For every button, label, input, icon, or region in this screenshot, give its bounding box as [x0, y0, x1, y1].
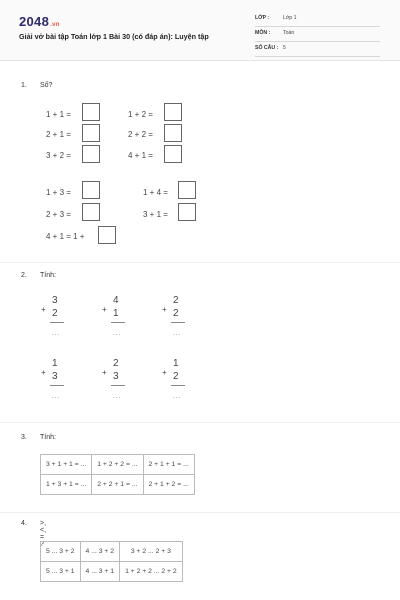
answer-box[interactable]: [82, 124, 100, 142]
meta-label: SỐ CÂU :: [255, 45, 279, 51]
question-number: 4.: [21, 520, 27, 527]
question-title: Số?: [40, 82, 53, 89]
table-cell[interactable]: 4 ... 3 + 2: [80, 542, 120, 562]
plus-sign: +: [162, 368, 167, 377]
sum-line: [171, 322, 185, 323]
table-cell[interactable]: 2 + 1 + 2 = ...: [143, 475, 194, 495]
table-cell[interactable]: 2 + 1 + 1 = ...: [143, 455, 194, 475]
section-divider: [0, 262, 400, 263]
expression: 2 + 3 =: [46, 210, 71, 219]
question-title: Tính:: [40, 272, 56, 279]
addend: 3: [52, 295, 58, 306]
question-number: 2.: [21, 272, 27, 279]
table-cell[interactable]: 3 + 1 + 1 = ...: [41, 455, 92, 475]
plus-sign: +: [102, 305, 107, 314]
expression: 1 + 3 =: [46, 188, 71, 197]
answer-blank[interactable]: ...: [52, 394, 61, 400]
table-row: [41, 542, 183, 562]
expression: 4 + 1 = 1 +: [46, 232, 85, 241]
table-cell[interactable]: 4 ... 3 + 1: [80, 562, 120, 582]
meta-label: LỚP :: [255, 15, 270, 21]
table-cell[interactable]: 5 ... 3 + 2: [41, 542, 81, 562]
addend: 3: [52, 371, 58, 382]
question-title: >, <, = ?: [40, 520, 47, 548]
answer-box[interactable]: [98, 226, 116, 244]
addend: 1: [113, 308, 119, 319]
answer-box[interactable]: [82, 145, 100, 163]
answer-box[interactable]: [178, 203, 196, 221]
table-cell[interactable]: 1 + 2 + 2 ... 2 + 2: [120, 562, 183, 582]
question-title: Tính:: [40, 434, 56, 441]
plus-sign: +: [162, 305, 167, 314]
answer-box[interactable]: [82, 181, 100, 199]
expression: 2 + 2 =: [128, 130, 153, 139]
section-divider: [0, 512, 400, 513]
plus-sign: +: [41, 368, 46, 377]
meta-value: 5: [283, 45, 286, 51]
answer-box[interactable]: [164, 103, 182, 121]
addend: 4: [113, 295, 119, 306]
answer-blank[interactable]: ...: [173, 394, 182, 400]
addend: 1: [173, 358, 179, 369]
section-divider: [0, 422, 400, 423]
meta-value: Lớp 1: [283, 15, 297, 21]
addend: 2: [52, 308, 58, 319]
worksheet-header: [0, 0, 400, 61]
site-logo[interactable]: 2048.vn: [19, 14, 60, 29]
addend: 2: [173, 371, 179, 382]
plus-sign: +: [41, 305, 46, 314]
expression: 1 + 4 =: [143, 188, 168, 197]
addend: 1: [52, 358, 58, 369]
addend: 3: [113, 371, 119, 382]
expression: 2 + 1 =: [46, 130, 71, 139]
meta-count-row: [255, 44, 380, 57]
table-row: [41, 455, 195, 475]
answer-box[interactable]: [164, 124, 182, 142]
table-cell[interactable]: 5 ... 3 + 1: [41, 562, 81, 582]
meta-grade-row: [255, 14, 380, 27]
answer-blank[interactable]: ...: [113, 331, 122, 337]
table-row: [41, 475, 195, 495]
answer-box[interactable]: [178, 181, 196, 199]
answer-box[interactable]: [82, 203, 100, 221]
expression: 3 + 1 =: [143, 210, 168, 219]
sum-line: [111, 322, 125, 323]
worksheet-title: Giải vở bài tập Toán lớp 1 Bài 30 (có đáp án): Luyện tập: [19, 32, 209, 41]
table-cell[interactable]: 3 + 2 ... 2 + 3: [120, 542, 183, 562]
table-cell[interactable]: 1 + 3 + 1 = ...: [41, 475, 92, 495]
answer-box[interactable]: [164, 145, 182, 163]
comparison-table: [40, 541, 183, 582]
answer-blank[interactable]: ...: [52, 331, 61, 337]
sum-line: [50, 322, 64, 323]
meta-subject-row: [255, 29, 380, 42]
expression: 1 + 2 =: [128, 110, 153, 119]
addend: 2: [113, 358, 119, 369]
plus-sign: +: [102, 368, 107, 377]
expression: 1 + 1 =: [46, 110, 71, 119]
answer-box[interactable]: [82, 103, 100, 121]
expression: 4 + 1 =: [128, 151, 153, 160]
question-number: 1.: [21, 82, 27, 89]
expression-table: [40, 454, 195, 495]
meta-value: Toán: [283, 30, 295, 36]
sum-line: [171, 385, 185, 386]
meta-label: MÔN :: [255, 30, 271, 36]
table-cell[interactable]: 2 + 2 + 1 = ...: [92, 475, 143, 495]
table-cell[interactable]: 1 + 2 + 2 = ...: [92, 455, 143, 475]
sum-line: [111, 385, 125, 386]
question-number: 3.: [21, 434, 27, 441]
addend: 2: [173, 308, 179, 319]
table-row: [41, 562, 183, 582]
sum-line: [50, 385, 64, 386]
answer-blank[interactable]: ...: [113, 394, 122, 400]
answer-blank[interactable]: ...: [173, 331, 182, 337]
addend: 2: [173, 295, 179, 306]
expression: 3 + 2 =: [46, 151, 71, 160]
